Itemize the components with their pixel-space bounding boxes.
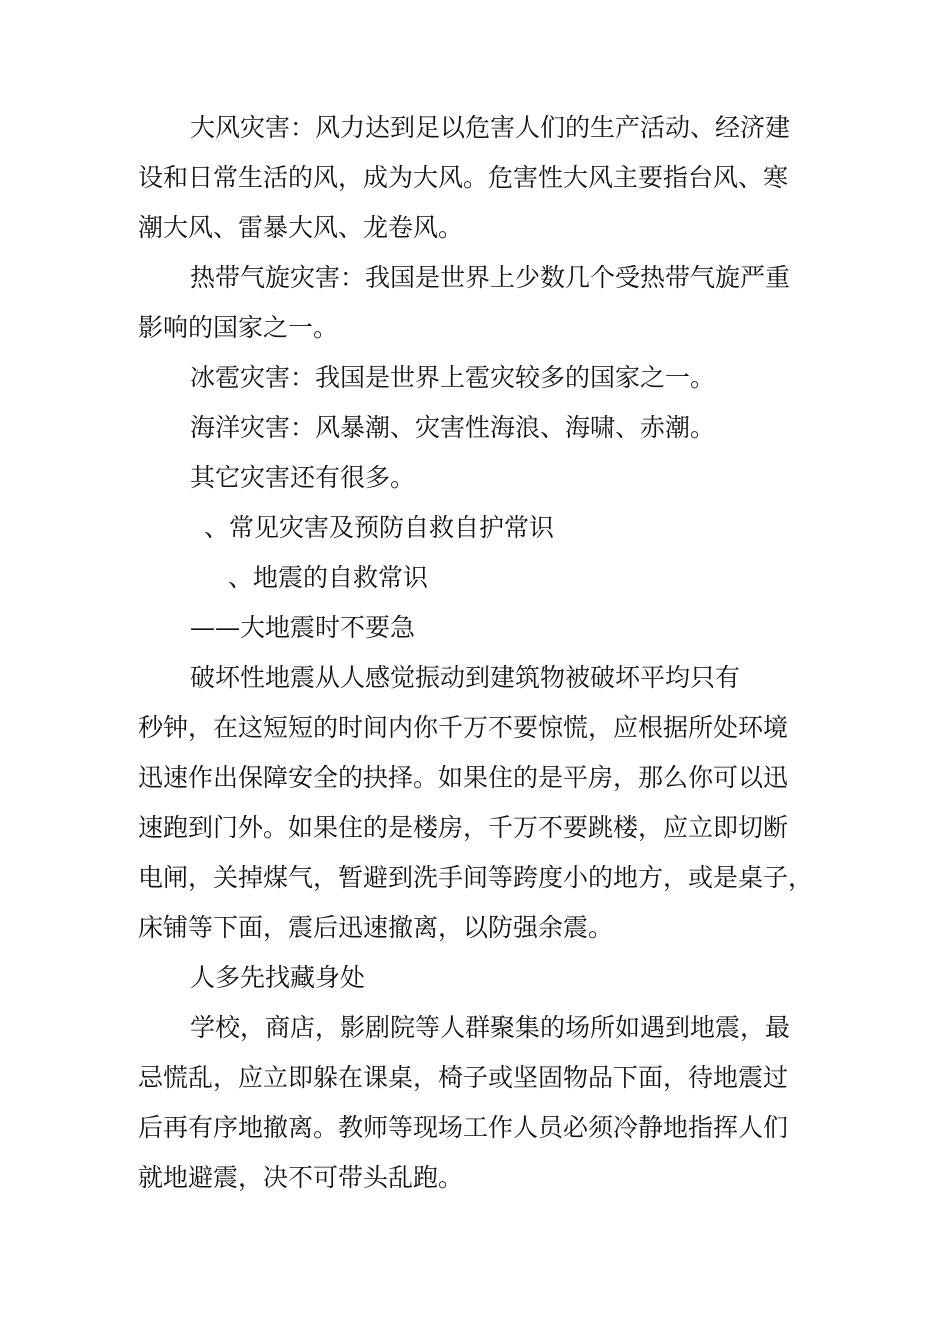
text-line: 秒钟，在这短短的时间内你千万不要惊慌，应根据所处环境 — [138, 713, 789, 742]
text-line: 设和日常生活的风，成为大风。危害性大风主要指台风、寒 — [138, 163, 789, 192]
subheading: ——大地震时不要急 — [190, 613, 416, 642]
text-line: 电闸，关掉煤气，暂避到洗手间等跨度小的地方，或是桌子， — [138, 863, 814, 892]
text-line: 忌慌乱，应立即躲在课桌，椅子或坚固物品下面，待地震过 — [138, 1063, 789, 1092]
text-line: 速跑到门外。如果住的是楼房，千万不要跳楼，应立即切断 — [138, 813, 789, 842]
text-line: 热带气旋灾害：我国是世界上少数几个受热带气旋严重 — [190, 263, 791, 292]
text-line: 冰雹灾害：我国是世界上雹灾较多的国家之一。 — [190, 363, 716, 392]
text-line: 学校，商店，影剧院等人群聚集的场所如遇到地震，最 — [190, 1013, 791, 1042]
subheading: 人多先找藏身处 — [190, 963, 366, 992]
text-line: 破坏性地震从人感觉振动到建筑物被破坏平均只有 — [190, 663, 741, 692]
text-line: 影响的国家之一。 — [138, 313, 339, 342]
text-line: 其它灾害还有很多。 — [190, 463, 416, 492]
text-line: 大风灾害：风力达到足以危害人们的生产活动、经济建 — [190, 113, 791, 142]
text-line: 海洋灾害：风暴潮、灾害性海浪、海啸、赤潮。 — [190, 413, 716, 442]
text-line: 迅速作出保障安全的抉择。如果住的是平房，那么你可以迅 — [138, 763, 789, 792]
subsection-heading: 、地震的自救常识 — [228, 563, 429, 592]
text-line: 潮大风、雷暴大风、龙卷风。 — [138, 213, 464, 242]
text-line: 床铺等下面，震后迅速撤离，以防强余震。 — [138, 913, 614, 942]
text-line: 后再有序地撤离。教师等现场工作人员必须冷静地指挥人们 — [138, 1113, 789, 1142]
text-line: 就地避震，决不可带头乱跑。 — [138, 1163, 464, 1192]
section-heading: 、常见灾害及预防自救自护常识 — [204, 513, 555, 542]
